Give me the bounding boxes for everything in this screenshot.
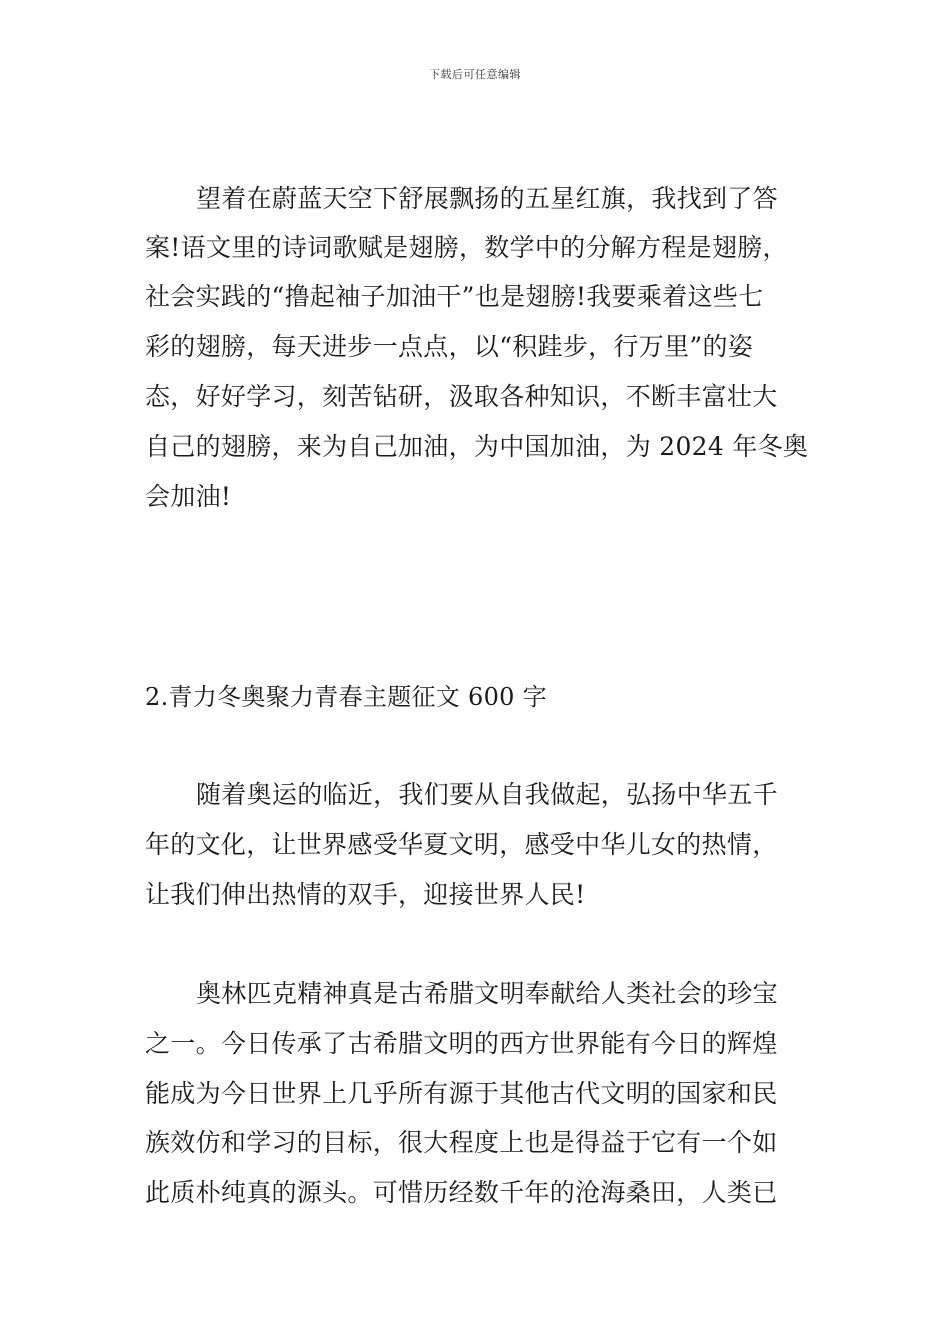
paragraph-line: 随着奥运的临近，我们要从自我做起，弘扬中华五千 xyxy=(196,780,778,809)
paragraph-line: 自己的翅膀，来为自己加油，为中国加油，为 2024 年冬奥 xyxy=(145,432,809,461)
paragraph-line: 让我们伸出热情的双手，迎接世界人民! xyxy=(145,880,586,909)
paragraph-line: 能成为今日世界上几乎所有源于其他古代文明的国家和民 xyxy=(145,1079,778,1108)
paragraph-line: 年的文化，让世界感受华夏文明，感受中华儿女的热情， xyxy=(145,830,778,859)
paragraph-line: 望着在蔚蓝天空下舒展飘扬的五星红旗，我找到了答 xyxy=(196,184,778,213)
section-heading: 2.青力冬奥聚力青春主题征文 600 字 xyxy=(145,683,547,711)
paragraph-line: 会加油! xyxy=(145,482,232,511)
paragraph-line: 此质朴纯真的源头。可惜历经数千年的沧海桑田，人类已 xyxy=(145,1178,778,1207)
paragraph-line: 族效仿和学习的目标，很大程度上也是得益于它有一个如 xyxy=(145,1128,778,1157)
paragraph-line: 态，好好学习，刻苦钻研，汲取各种知识，不断丰富壮大 xyxy=(145,382,778,411)
paragraph-line: 奥林匹克精神真是古希腊文明奉献给人类社会的珍宝 xyxy=(196,979,778,1008)
paragraph-line: 之一。今日传承了古希腊文明的西方世界能有今日的辉煌 xyxy=(145,1029,778,1058)
paragraph-line: 彩的翅膀，每天进步一点点，以“积跬步，行万里”的姿 xyxy=(145,332,754,361)
paragraph-line: 案!语文里的诗词歌赋是翅膀，数学中的分解方程是翅膀， xyxy=(145,233,788,262)
page-header-note: 下载后可任意编辑 xyxy=(429,68,521,81)
paragraph-line: 社会实践的“撸起袖子加油干”也是翅膀!我要乘着这些七 xyxy=(145,282,764,311)
